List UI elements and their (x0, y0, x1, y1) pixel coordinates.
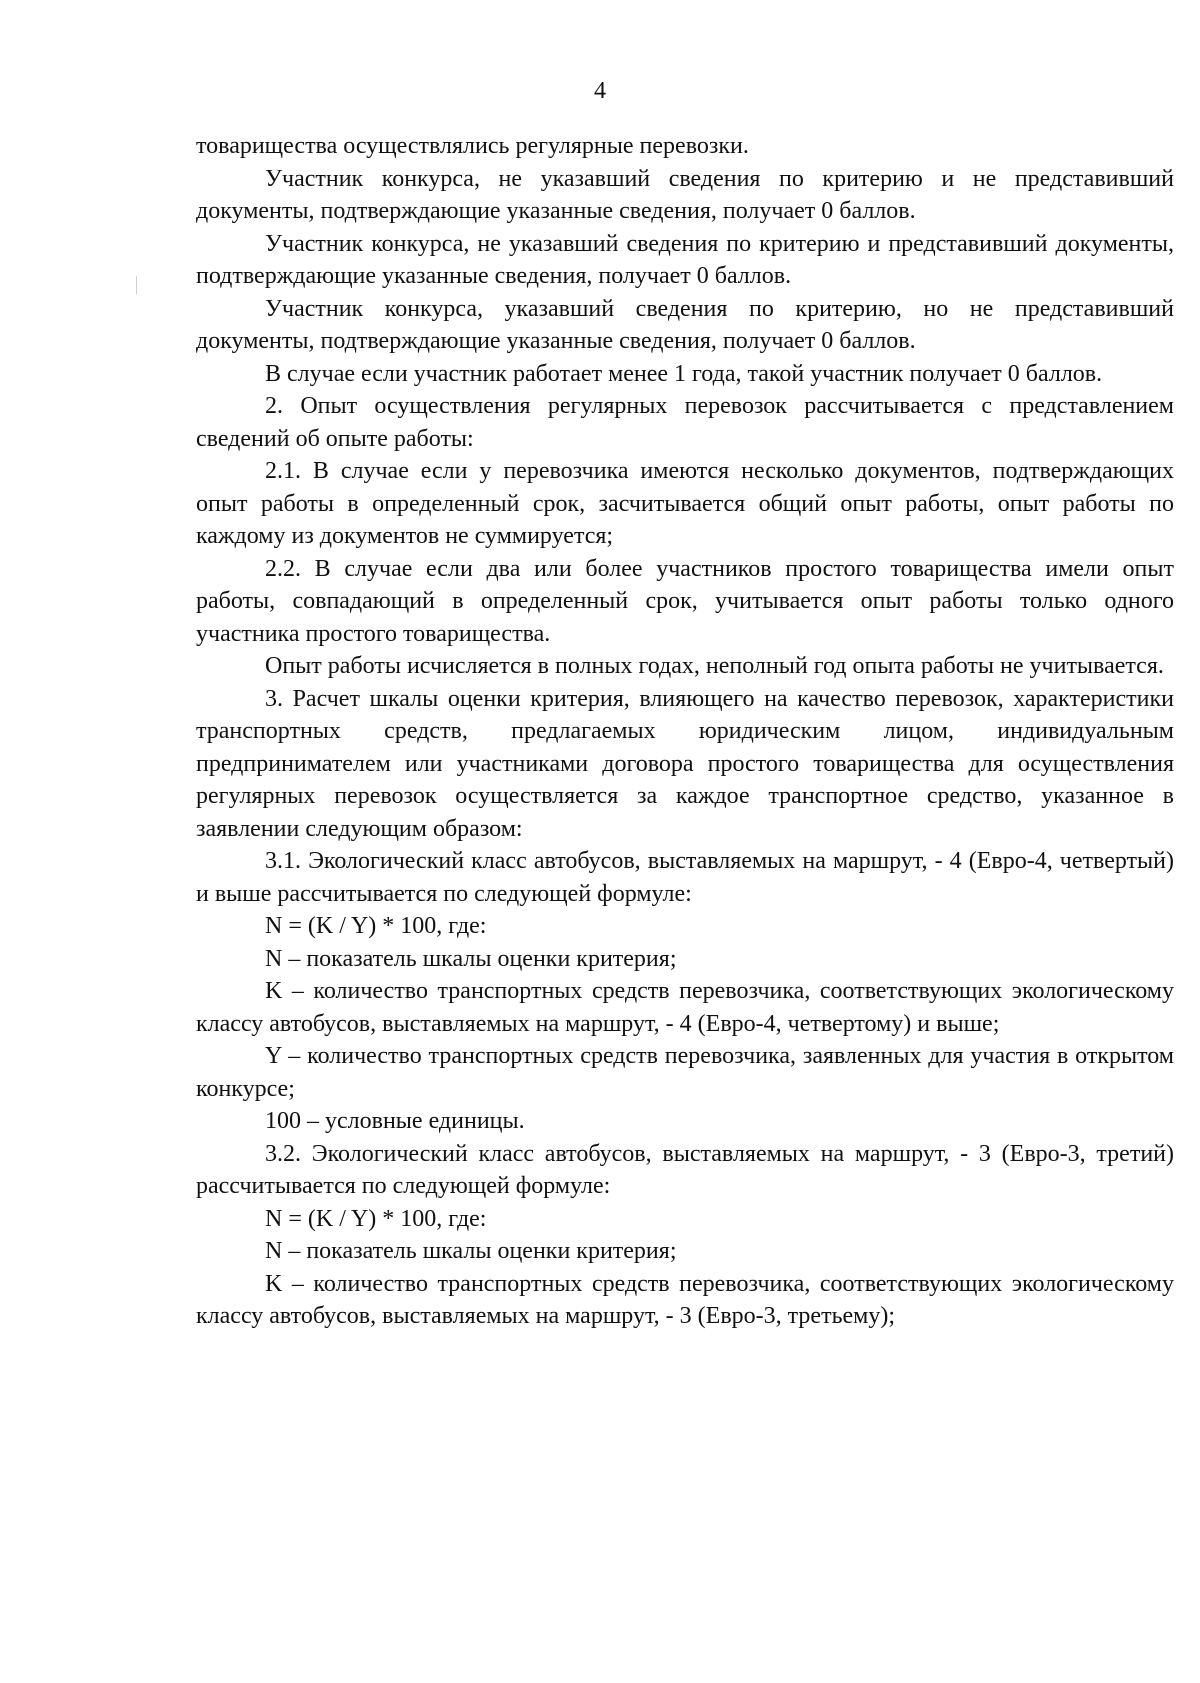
paragraph: Участник конкурса, не указавший сведения по критерию и не представивший документы, подтверждающие указанные сведения, получает 0 баллов. (196, 165, 1174, 224)
paragraph: Участник конкурса, указавший сведения по критерию, но не представивший документы, подтверждающие указанные сведения, получает 0 баллов. (196, 295, 1174, 354)
paragraph: 3. Расчет шкалы оценки критерия, влияющего на качество перевозок, характеристики транспортных средств, предлагаемых юридическим лицом, индивидуальным предпринимателем или участниками договора простого товарищества для осуществления регулярных перевозок осуществляется за каждое транспортное средство, указанное в заявлении следующим образом: (196, 685, 1174, 842)
paragraph: 2.2. В случае если два или более участников простого товарищества имели опыт работы, совпадающий в определенный срок, учитывается опыт работы только одного участника простого товарищества. (196, 555, 1174, 647)
definition-line: Y – количество транспортных средств перевозчика, заявленных для участия в открытом конкурсе; (196, 1043, 1174, 1102)
paragraph: товарищества осуществлялись регулярные перевозки. (196, 133, 749, 159)
paragraph: 2.1. В случае если у перевозчика имеются несколько документов, подтверждающих опыт работы в определенный срок, засчитывается общий опыт работы, опыт работы по каждому из документов не суммируется; (196, 458, 1174, 549)
paragraph: 3.2. Экологический класс автобусов, выставляемых на маршрут, - 3 (Евро-3, третий) рассчитывается по следующей формуле: (196, 1140, 1174, 1199)
paragraph: В случае если участник работает менее 1 года, такой участник получает 0 баллов. (265, 360, 1103, 387)
paragraph: Участник конкурса, не указавший сведения по критерию и представивший документы, подтверждающие указанные сведения, получает 0 баллов. (196, 230, 1174, 289)
definition-line: K – количество транспортных средств перевозчика, соответствующих экологическому классу автобусов, выставляемых на маршрут, - 4 (Евро-4, четвертому) и выше; (196, 978, 1174, 1037)
definition-line: N – показатель шкалы оценки критерия; (265, 945, 677, 972)
page-number: 4 (594, 78, 606, 104)
definition-line: K – количество транспортных средств перевозчика, соответствующих экологическому классу автобусов, выставляемых на маршрут, - 3 (Евро-3, третьему); (196, 1270, 1174, 1329)
definition-line: 100 – условные единицы. (265, 1108, 525, 1134)
paragraph: Опыт работы исчисляется в полных годах, неполный год опыта работы не учитывается. (265, 653, 1164, 679)
paragraph: 2. Опыт осуществления регулярных перевозок рассчитывается с представлением сведений об опыте работы: (196, 393, 1174, 452)
formula-line: N = (K / Y) * 100, где: (265, 1205, 487, 1232)
document-body (196, 130, 1174, 1333)
formula-line: N = (K / Y) * 100, где: (265, 913, 487, 939)
scan-margin-mark (136, 276, 137, 294)
paragraph: 3.1. Экологический класс автобусов, выставляемых на маршрут, - 4 (Евро-4, четвертый) и выше рассчитывается по следующей формуле: (196, 848, 1174, 907)
definition-line: N – показатель шкалы оценки критерия; (265, 1238, 677, 1264)
